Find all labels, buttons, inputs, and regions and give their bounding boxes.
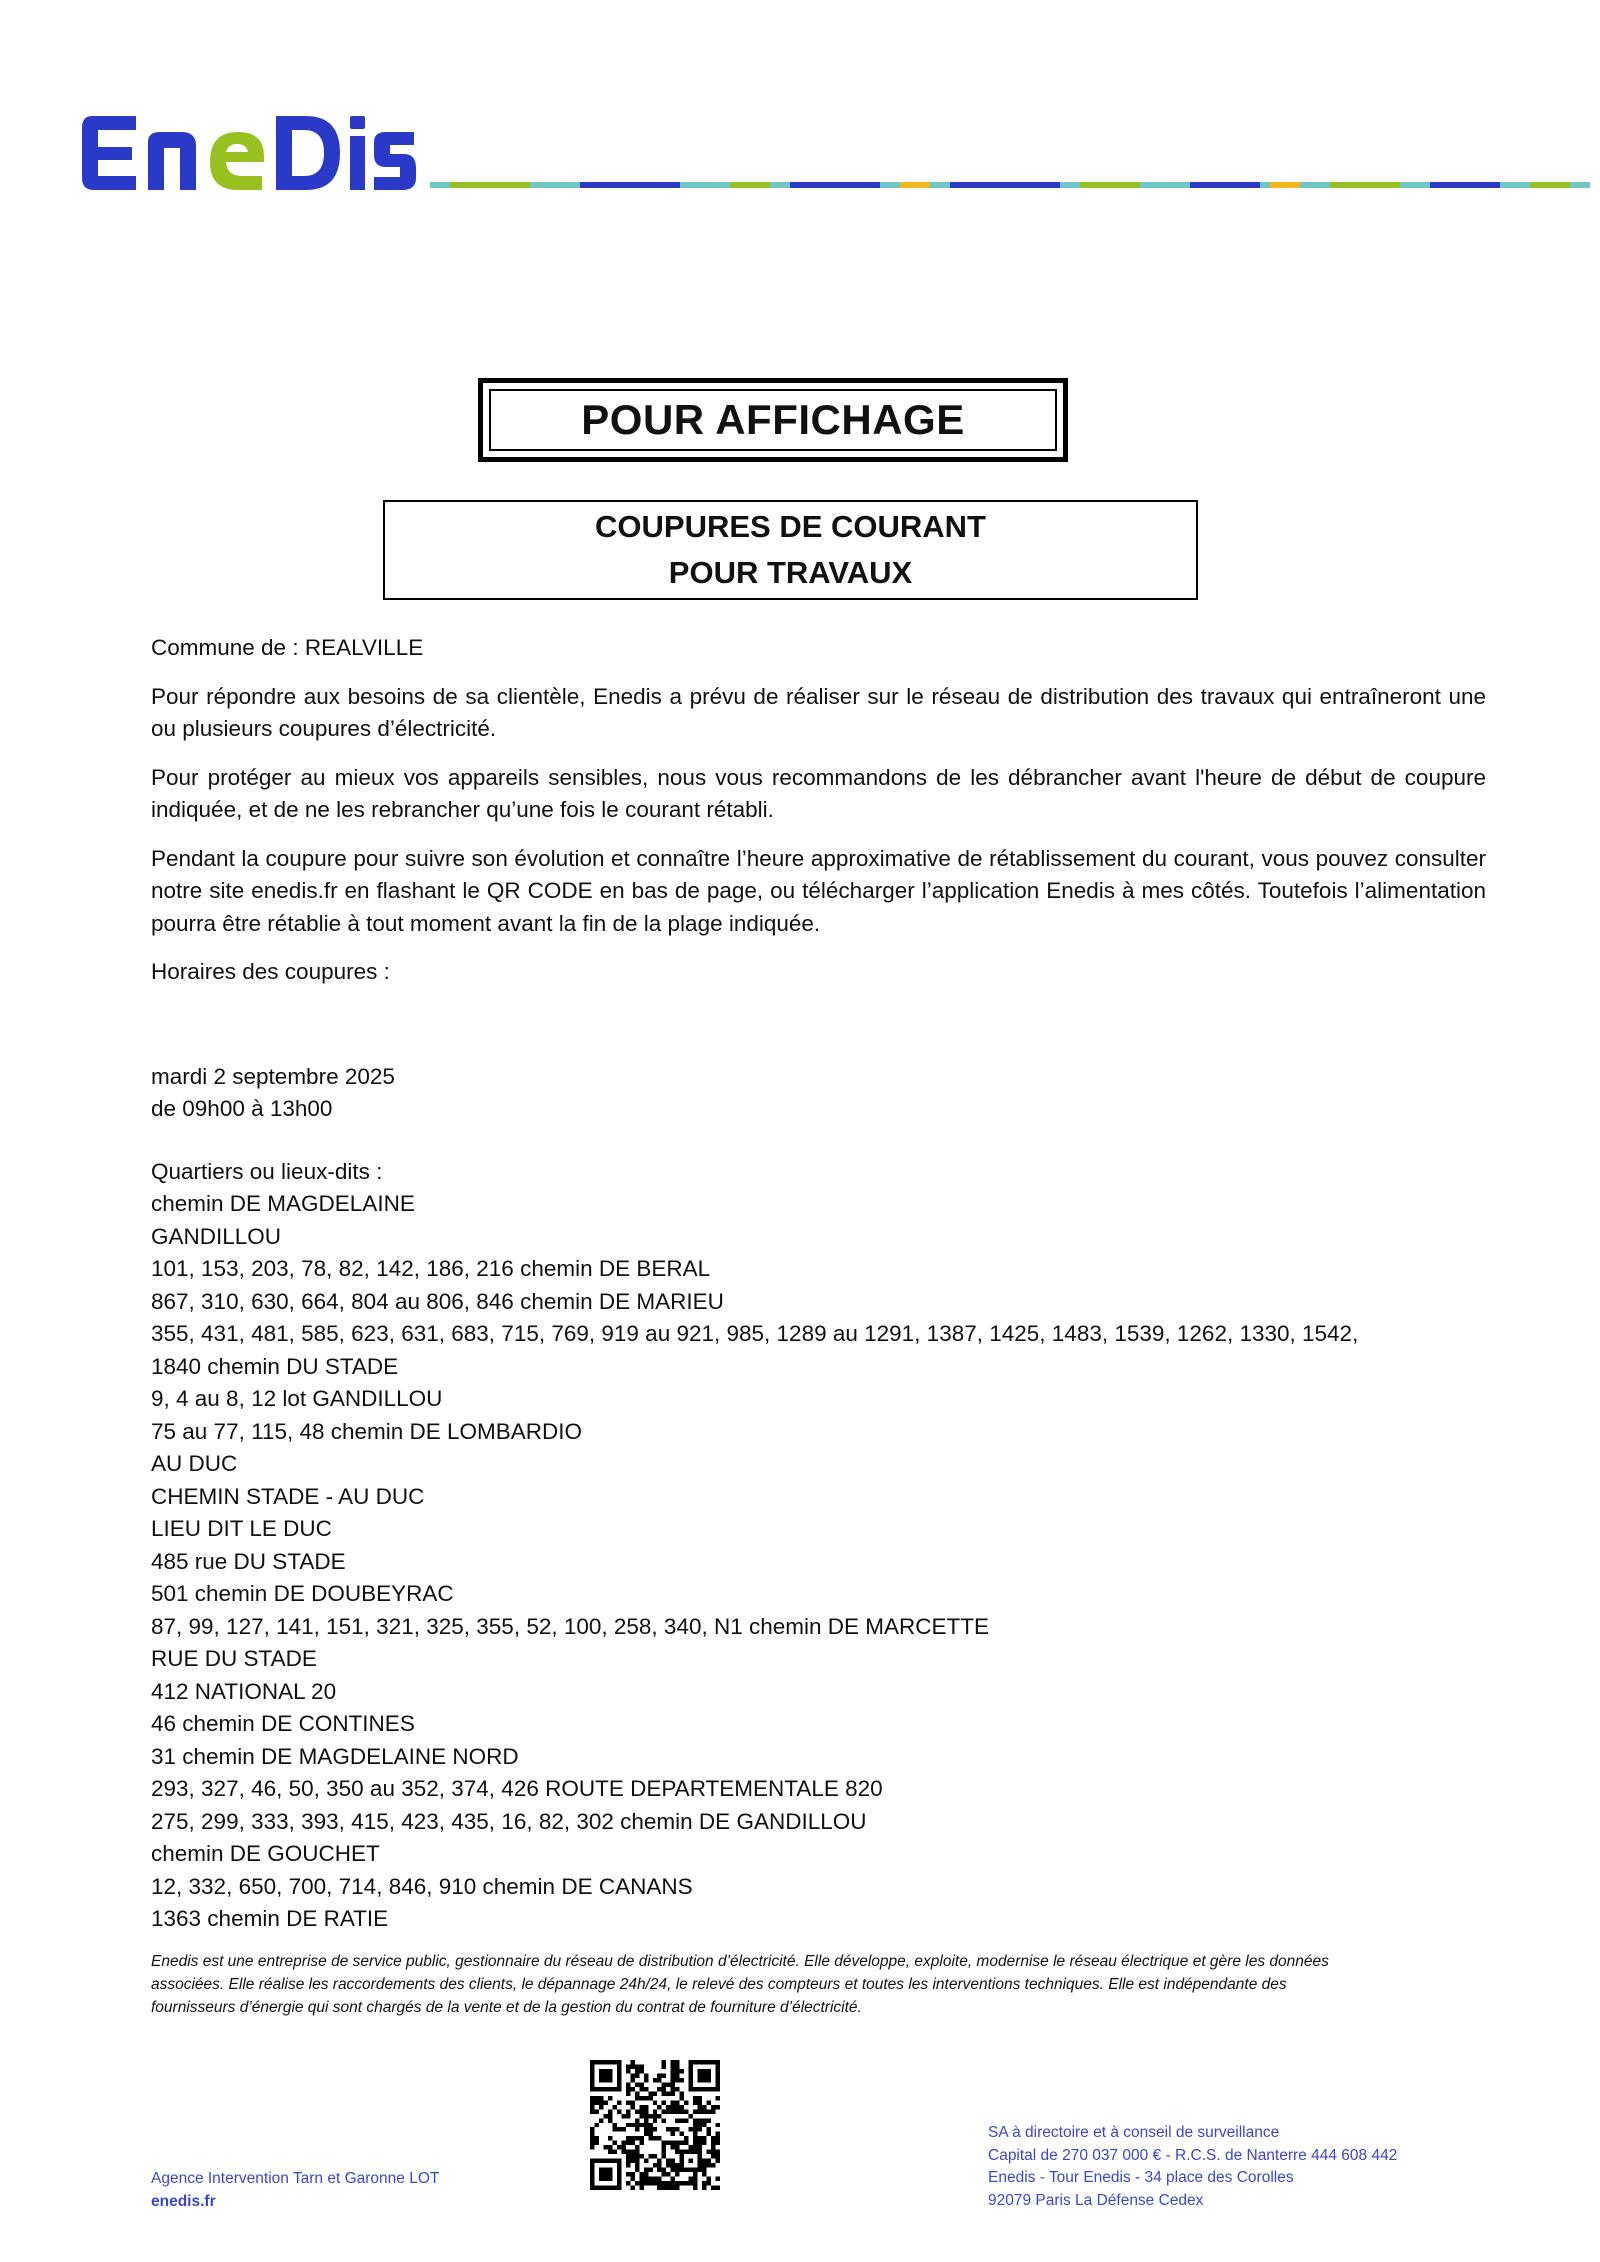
quartier-line: RUE DU STADE (151, 1646, 317, 1671)
footer-legal-line: Enedis - Tour Enedis - 34 place des Corolles (988, 2169, 1294, 2186)
paragraph-1: Pour répondre aux besoins de sa clientèle, Enedis a prévu de réaliser sur le réseau de distribution des travaux qui entraîneront une ou plusieurs coupures d’électricité. (151, 683, 1486, 741)
quartier-line: AU DUC (151, 1451, 238, 1476)
enedis-logo (78, 110, 418, 196)
quartier-line: 412 NATIONAL 20 (151, 1678, 337, 1704)
quartier-line: GANDILLOU (151, 1223, 282, 1249)
header-stripe (430, 182, 1590, 188)
subtitle-box (383, 500, 1198, 600)
quartier-line: 1363 chemin DE RATIE (151, 1906, 389, 1931)
disclaimer-line: associées. Elle réalise les raccordements des clients, le dépannage 24h/24, le relevé des compteurs et toutes les interventions techniques. Elle est indépendante des (151, 1976, 1287, 1993)
quartier-line: 1840 chemin DU STADE (151, 1353, 399, 1379)
quartier-line: 75 au 77, 115, 48 chemin DE LOMBARDIO (151, 1418, 583, 1444)
quartier-line: 501 chemin DE DOUBEYRAC (151, 1581, 454, 1606)
footer-legal-line: SA à directoire et à conseil de surveillance (988, 2124, 1280, 2141)
quartier-line: 293, 327, 46, 50, 350 au 352, 374, 426 ROUTE DEPARTEMENTALE 820 (151, 1776, 883, 1801)
commune-line: Commune de : REALVILLE (151, 635, 424, 660)
paragraph-2: Pour protéger au mieux vos appareils sensibles, nous vous recommandons de les débrancher avant l'heure de début de coupure indiquée, et de ne les rebrancher qu’une fois le courant rétabli. (151, 764, 1486, 822)
paragraph-3: Pendant la coupure pour suivre son évolution et connaître l’heure approximative de rétablissement du courant, vous pouvez consulter notre site enedis.fr en flashant le QR CODE en bas de page, ou télécharger l’application Enedis à mes côtés. Toutefois l’alimentation pourra être rétablie à tout moment avant la fin de la plage indiquée. (151, 845, 1486, 936)
outage-time-range: de 09h00 à 13h00 (151, 1096, 333, 1121)
footer-legal-line: 92079 Paris La Défense Cedex (988, 2191, 1204, 2209)
quartier-line: 101, 153, 203, 78, 82, 142, 186, 216 chemin DE BERAL (151, 1256, 711, 1281)
quartier-line: 867, 310, 630, 664, 804 au 806, 846 chemin DE MARIEU (151, 1288, 724, 1314)
subtitle-line-1: COUPURES DE COURANT (595, 509, 986, 544)
title-text: POUR AFFICHAGE (489, 389, 1057, 451)
disclaimer (151, 1950, 1451, 2019)
quartier-line: 275, 299, 333, 393, 415, 423, 435, 16, 82, 302 chemin DE GANDILLOU (151, 1808, 867, 1834)
qr-code[interactable] (590, 2060, 720, 2190)
quartier-line: 87, 99, 127, 141, 151, 321, 325, 355, 52, 100, 258, 340, N1 chemin DE MARCETTE (151, 1613, 990, 1639)
quartier-line: chemin DE MAGDELAINE (151, 1191, 415, 1216)
title-box (478, 378, 1068, 462)
quartier-line: 485 rue DU STADE (151, 1548, 346, 1574)
quartier-line: 355, 431, 481, 585, 623, 631, 683, 715, 769, 919 au 921, 985, 1289 au 1291, 1387, 1425, 1483, 1539, 1262, 1330, 1542, (151, 1321, 1359, 1346)
disclaimer-line: Enedis est une entreprise de service public, gestionnaire du réseau de distribution d’électricité. Elle développe, exploite, modernise le réseau électrique et gère les données (151, 1953, 1329, 1970)
outage-date: mardi 2 septembre 2025 (151, 1063, 395, 1089)
footer-right (988, 2122, 1397, 2212)
footer-legal-line: Capital de 270 037 000 € - R.C.S. de Nanterre 444 608 442 (988, 2146, 1398, 2164)
quartier-line: 31 chemin DE MAGDELAINE NORD (151, 1743, 519, 1769)
disclaimer-line: fournisseurs d’énergie qui sont chargés de la vente et de la gestion du contrat de fourniture d’électricité. (151, 1999, 862, 2016)
quartier-line: 12, 332, 650, 700, 714, 846, 910 chemin DE CANANS (151, 1873, 693, 1899)
subtitle-line-2: POUR TRAVAUX (668, 555, 913, 590)
horaires-label: Horaires des coupures : (151, 959, 390, 984)
footer-left (151, 2168, 439, 2213)
quartiers-list (151, 1188, 1486, 1936)
footer-site-link[interactable]: enedis.fr (151, 2192, 216, 2210)
quartier-line: 9, 4 au 8, 12 lot GANDILLOU (151, 1386, 443, 1411)
quartier-line: LIEU DIT LE DUC (151, 1516, 332, 1541)
notice-body (151, 632, 1486, 1936)
quartier-line: 46 chemin DE CONTINES (151, 1711, 415, 1736)
quartier-line: chemin DE GOUCHET (151, 1841, 380, 1866)
quartiers-label: Quartiers ou lieux-dits : (151, 1158, 383, 1184)
footer-agency: Agence Intervention Tarn et Garonne LOT (151, 2170, 440, 2187)
quartier-line: CHEMIN STADE - AU DUC (151, 1483, 425, 1509)
